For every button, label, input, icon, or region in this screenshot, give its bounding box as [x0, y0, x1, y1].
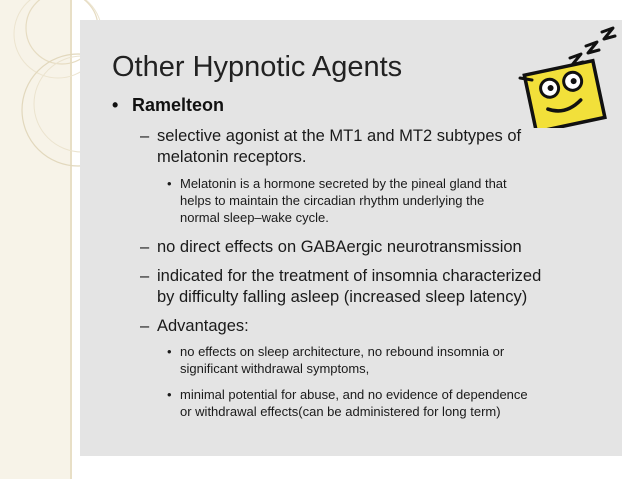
main-bullet: [112, 94, 224, 116]
note-line: helps to maintain the circadian rhythm underlying the: [180, 193, 485, 208]
sub-point-advantages: [140, 316, 249, 337]
advantage-line: or withdrawal effects(can be administered for long term): [180, 404, 501, 419]
bullet-marker: •: [167, 387, 172, 402]
note-melatonin: [167, 175, 507, 226]
slide-title: Other Hypnotic Agents: [112, 51, 403, 83]
dash-marker: –: [140, 267, 150, 285]
sub-point-line: Advantages:: [157, 317, 249, 335]
sub-point-line: by difficulty falling asleep (increased sleep latency): [157, 288, 528, 306]
note-line: normal sleep–wake cycle.: [180, 210, 329, 225]
advantage-line: no effects on sleep architecture, no rebound insomnia or: [180, 344, 505, 359]
bullet-marker: •: [167, 344, 172, 359]
advantage-line: minimal potential for abuse, and no evidence of dependence: [180, 387, 528, 402]
sub-point-gaba: [140, 237, 522, 258]
advantage-line: significant withdrawal symptoms,: [180, 361, 370, 376]
dash-marker: –: [140, 317, 150, 335]
sub-point-line: selective agonist at the MT1 and MT2 subtypes of: [157, 127, 522, 145]
main-bullet-text: Ramelteon: [132, 95, 225, 115]
advantage-item: [167, 343, 504, 377]
sub-point-line: indicated for the treatment of insomnia characterized: [157, 267, 542, 285]
bullet-marker: •: [167, 176, 172, 191]
sub-point-line: melatonin receptors.: [157, 148, 307, 166]
sleeping-face-icon: [510, 18, 622, 128]
sub-point-indication: [140, 266, 541, 308]
sub-point-line: no direct effects on GABAergic neurotransmission: [157, 238, 522, 256]
dash-marker: –: [140, 238, 150, 256]
bullet-marker: •: [112, 95, 119, 115]
sub-point-agonist: [140, 126, 521, 168]
note-line: Melatonin is a hormone secreted by the pineal gland that: [180, 176, 507, 191]
dash-marker: –: [140, 127, 150, 145]
advantage-item: [167, 386, 528, 420]
